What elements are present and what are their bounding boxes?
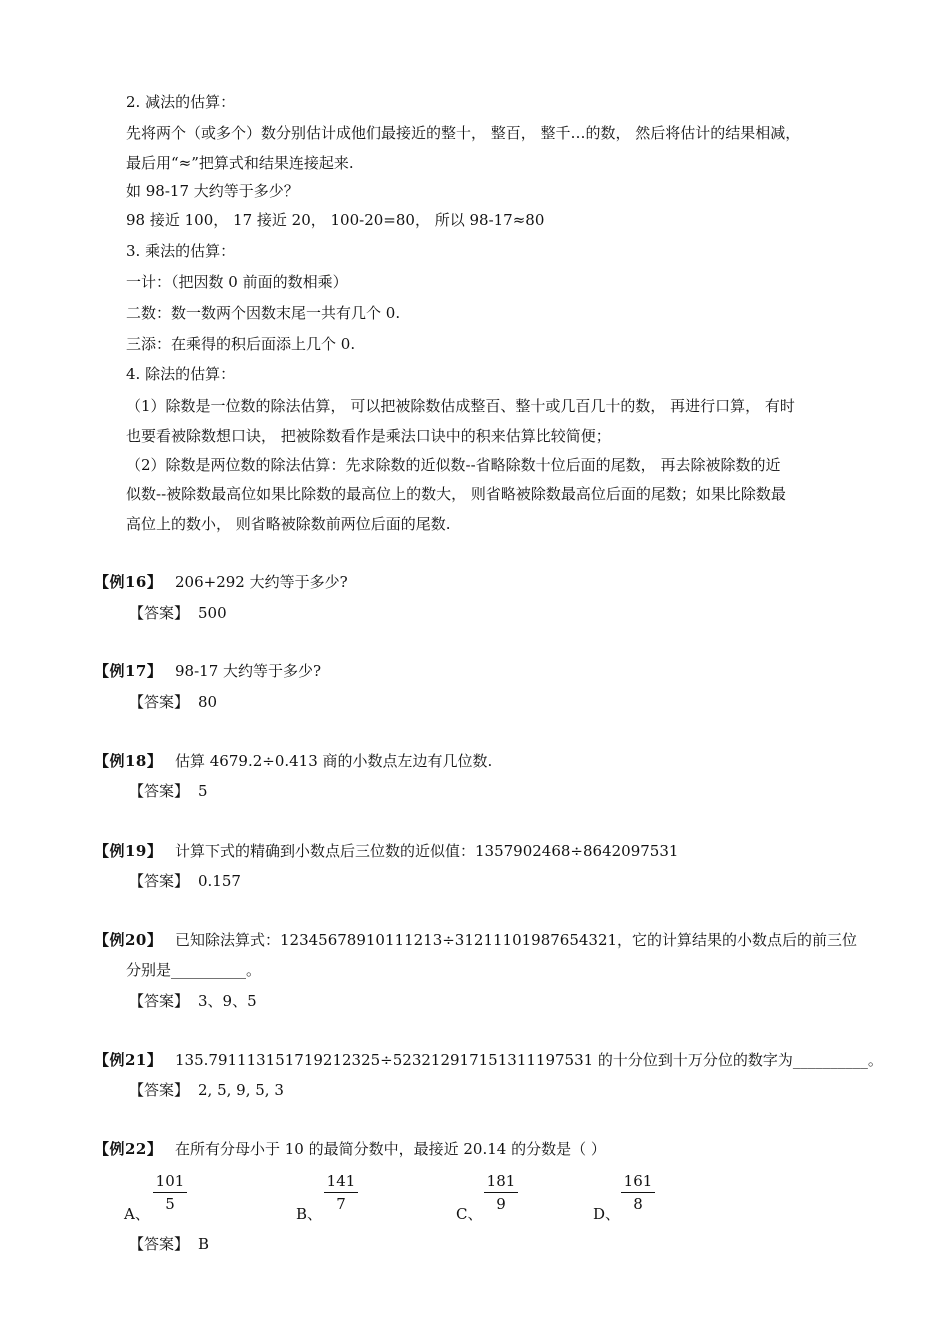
multiplication-heading: 3. 乘法的估算： — [126, 242, 236, 260]
option-a-denominator: 5 — [165, 1195, 175, 1213]
multiplication-step-1: 一计：（把因数 0 前面的数相乘） — [126, 273, 348, 291]
option-d-fraction — [621, 1171, 655, 1214]
division-case-1-line-1: （1）除数是一位数的除法估算， 可以把被除数估成整百、整十或几百几十的数， 再进行口算， 有时 — [126, 397, 795, 415]
example-18-question: 估算 4679.2÷0.413 商的小数点左边有几位数. — [175, 752, 493, 770]
example-16-answer: 500 — [198, 604, 227, 622]
option-a-numerator: 101 — [153, 1171, 187, 1193]
example-16-label: 【例16】 — [94, 573, 163, 591]
example-18-label: 【例18】 — [94, 752, 163, 770]
example-19-label: 【例19】 — [94, 842, 163, 860]
example-19-answer: 0.157 — [198, 872, 241, 890]
subtraction-text-2: 最后用“≈”把算式和结果连接起来. — [126, 154, 354, 172]
example-17-label: 【例17】 — [94, 662, 163, 680]
option-c-denominator: 9 — [496, 1195, 506, 1213]
multiplication-step-3: 三添：在乘得的积后面添上几个 0. — [126, 335, 356, 353]
option-b-numerator: 141 — [324, 1171, 358, 1193]
division-case-1-line-2: 也要看被除数想口诀， 把被除数看作是乘法口诀中的积来估算比较简便； — [126, 427, 611, 445]
division-case-2-line-3: 高位上的数小， 则省略被除数前两位后面的尾数. — [126, 515, 451, 533]
option-d-numerator: 161 — [621, 1171, 655, 1193]
division-heading: 4. 除法的估算： — [126, 365, 236, 383]
example-16-answer-label: 【答案】 — [129, 604, 190, 622]
option-c-numerator: 181 — [484, 1171, 518, 1193]
example-16-question: 206+292 大约等于多少? — [175, 573, 348, 591]
division-case-2-line-1: （2）除数是两位数的除法估算：先求除数的近似数--省略除数十位后面的尾数， 再去除被除数的近 — [126, 456, 781, 474]
example-22-answer-label: 【答案】 — [129, 1235, 190, 1253]
example-22-label: 【例22】 — [94, 1140, 163, 1158]
example-17-question: 98-17 大约等于多少? — [175, 662, 322, 680]
option-c-fraction — [484, 1171, 518, 1214]
example-22-question: 在所有分母小于 10 的最简分数中，最接近 20.14 的分数是（ ） — [175, 1140, 606, 1158]
subtraction-example-answer: 98 接近 100， 17 接近 20， 100-20=80， 所以 98-17≈80 — [126, 211, 545, 229]
option-d-denominator: 8 — [633, 1195, 643, 1213]
example-21-answer: 2, 5, 9, 5, 3 — [198, 1081, 284, 1099]
division-case-2-line-2: 似数--被除数最高位如果比除数的最高位上的数大， 则省略被除数最高位后面的尾数；如果比除数最 — [126, 485, 786, 503]
subtraction-heading: 2. 减法的估算： — [126, 93, 236, 111]
option-a-letter: A、 — [124, 1205, 150, 1223]
example-19-answer-label: 【答案】 — [129, 872, 190, 890]
option-b-fraction — [324, 1171, 358, 1214]
example-20-question: 已知除法算式：12345678910111213÷31211101987654321，它的计算结果的小数点后的前三位 — [175, 931, 858, 949]
example-20-answer: 3、9、5 — [198, 992, 257, 1010]
option-a-fraction — [153, 1171, 187, 1214]
example-17-answer: 80 — [198, 693, 218, 711]
option-c-letter: C、 — [456, 1205, 483, 1223]
example-20-answer-label: 【答案】 — [129, 992, 190, 1010]
example-20-question-continued: 分别是__________。 — [126, 961, 262, 979]
option-d-letter: D、 — [593, 1205, 621, 1223]
example-17-answer-label: 【答案】 — [129, 693, 190, 711]
example-21-label: 【例21】 — [94, 1051, 163, 1069]
multiplication-step-2: 二数：数一数两个因数末尾一共有几个 0. — [126, 304, 401, 322]
example-21-answer-label: 【答案】 — [129, 1081, 190, 1099]
example-19-question: 计算下式的精确到小数点后三位数的近似值：1357902468÷8642097531 — [175, 842, 679, 860]
subtraction-text-1: 先将两个（或多个）数分别估计成他们最接近的整十， 整百， 整千…的数， 然后将估计的结果相减， — [126, 124, 801, 142]
subtraction-example-question: 如 98-17 大约等于多少？ — [126, 182, 299, 200]
example-22-answer: B — [198, 1235, 210, 1253]
example-21-question: 135.791113151719212325÷523212917151311197531 的十分位到十万分位的数字为__________。 — [175, 1051, 883, 1069]
example-18-answer-label: 【答案】 — [129, 782, 190, 800]
option-b-letter: B、 — [296, 1205, 323, 1223]
example-18-answer: 5 — [198, 782, 208, 800]
option-b-denominator: 7 — [336, 1195, 346, 1213]
example-20-label: 【例20】 — [94, 931, 163, 949]
